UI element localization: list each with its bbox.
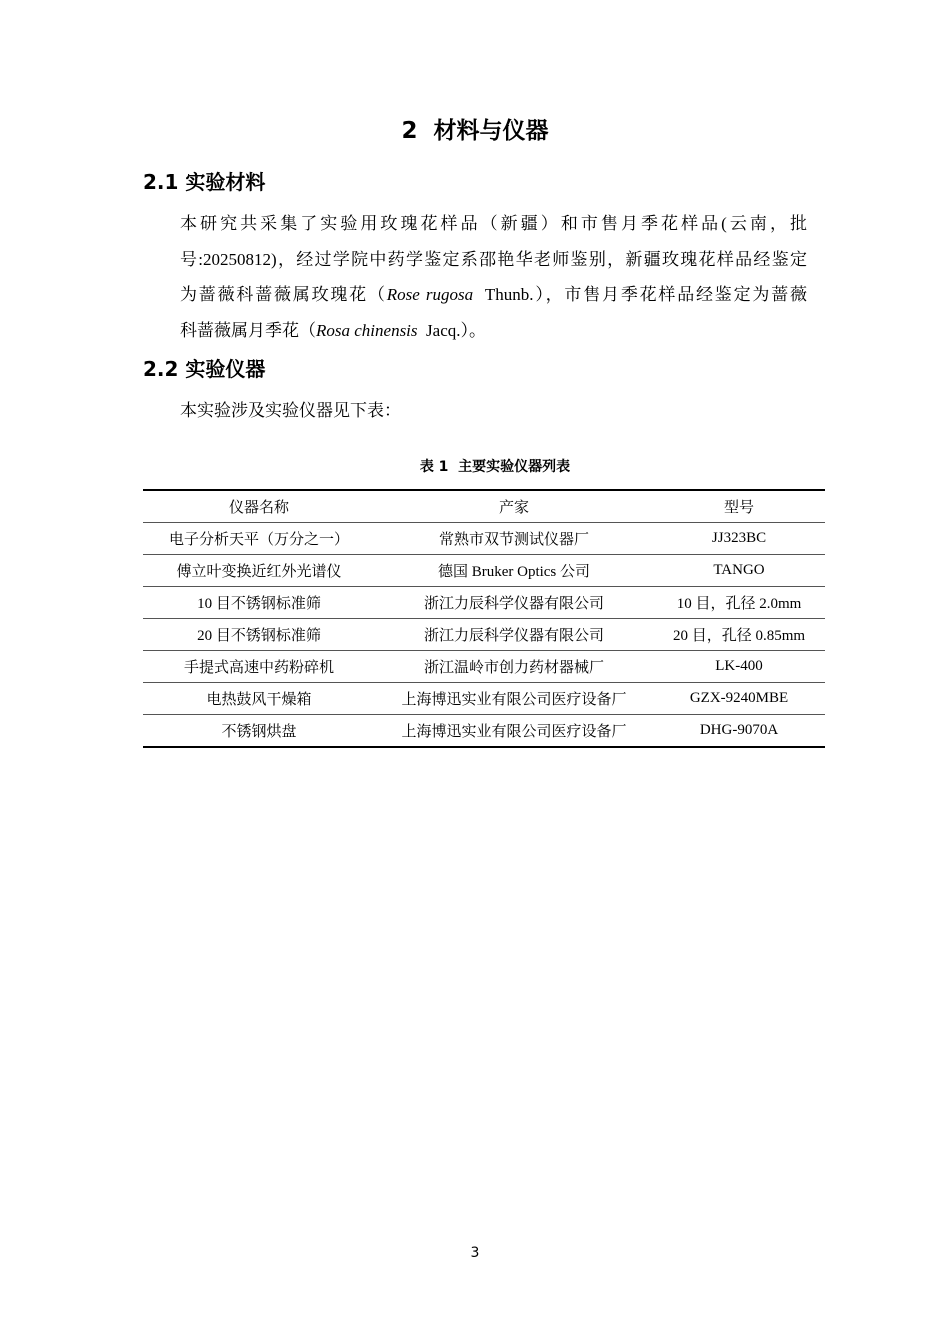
table-cell: 德国 Bruker Optics 公司 xyxy=(375,555,653,587)
text-segment: 科蔷薇属月季花（ xyxy=(180,320,316,340)
column-header-model: 型号 xyxy=(653,490,825,523)
text-segment: Thunb.），市售月季花样品经鉴定为蔷薇 xyxy=(473,285,808,304)
text-segment: 为蔷薇科蔷薇属玫瑰花（ xyxy=(180,285,387,304)
instruments-intro: 本实验涉及实验仪器见下表： xyxy=(180,401,401,420)
chapter-title: 2 材料与仪器 xyxy=(401,118,549,144)
table-cell: 不锈钢烘盘 xyxy=(143,715,375,748)
column-header-name: 仪器名称 xyxy=(143,490,375,523)
table-cell: 傅立叶变换近红外光谱仪 xyxy=(143,555,375,587)
table-cell: 10 目，孔径 2.0mm xyxy=(653,587,825,619)
table-cell: 手提式高速中药粉碎机 xyxy=(143,651,375,683)
page-number: 3 xyxy=(470,1245,480,1261)
table-cell: TANGO xyxy=(653,555,825,587)
table-cell: 上海博迅实业有限公司医疗设备厂 xyxy=(375,715,653,748)
table-cell: GZX-9240MBE xyxy=(653,683,825,715)
table-cell: 浙江力辰科学仪器有限公司 xyxy=(375,619,653,651)
table-row xyxy=(143,555,825,587)
table-cell: 20 目不锈钢标准筛 xyxy=(143,619,375,651)
text-segment: Jacq.）。 xyxy=(417,320,486,340)
materials-paragraph xyxy=(143,206,807,348)
table-cell: 电热鼓风干燥箱 xyxy=(143,683,375,715)
table-cell: 电子分析天平（万分之一） xyxy=(143,523,375,555)
table-row xyxy=(143,587,825,619)
section-heading-instruments: 2.2 实验仪器 xyxy=(143,357,266,381)
table-cell: JJ323BC xyxy=(653,523,825,555)
paragraph-line xyxy=(143,277,807,313)
table-header-row xyxy=(143,490,825,523)
table-row xyxy=(143,715,825,748)
table-cell: 浙江温岭市创力药材器械厂 xyxy=(375,651,653,683)
table-cell: DHG-9070A xyxy=(653,715,825,748)
instrument-table xyxy=(143,489,825,748)
table-cell: 上海博迅实业有限公司医疗设备厂 xyxy=(375,683,653,715)
table-cell: 20 目，孔径 0.85mm xyxy=(653,619,825,651)
paragraph-line: 号:20250812)，经过学院中药学鉴定系邵艳华老师鉴别，新疆玫瑰花样品经鉴定 xyxy=(180,249,807,269)
table-cell: 浙江力辰科学仪器有限公司 xyxy=(375,587,653,619)
table-cell: 10 目不锈钢标准筛 xyxy=(143,587,375,619)
paragraph-line xyxy=(143,313,807,349)
table-cell: 常熟市双节测试仪器厂 xyxy=(375,523,653,555)
table-cell: LK-400 xyxy=(653,651,825,683)
table-row xyxy=(143,523,825,555)
table-row xyxy=(143,651,825,683)
species-name-rugosa: Rose rugosa xyxy=(386,285,474,304)
paragraph-line: 本研究共采集了实验用玫瑰花样品（新疆）和市售月季花样品(云南，批 xyxy=(180,214,807,233)
species-name-chinensis: Rosa chinensis xyxy=(316,320,418,340)
column-header-manufacturer: 产家 xyxy=(375,490,653,523)
table-row xyxy=(143,683,825,715)
section-heading-materials: 2.1 实验材料 xyxy=(143,170,266,194)
table-caption: 表 1 主要实验仪器列表 xyxy=(419,459,571,475)
table-row xyxy=(143,619,825,651)
